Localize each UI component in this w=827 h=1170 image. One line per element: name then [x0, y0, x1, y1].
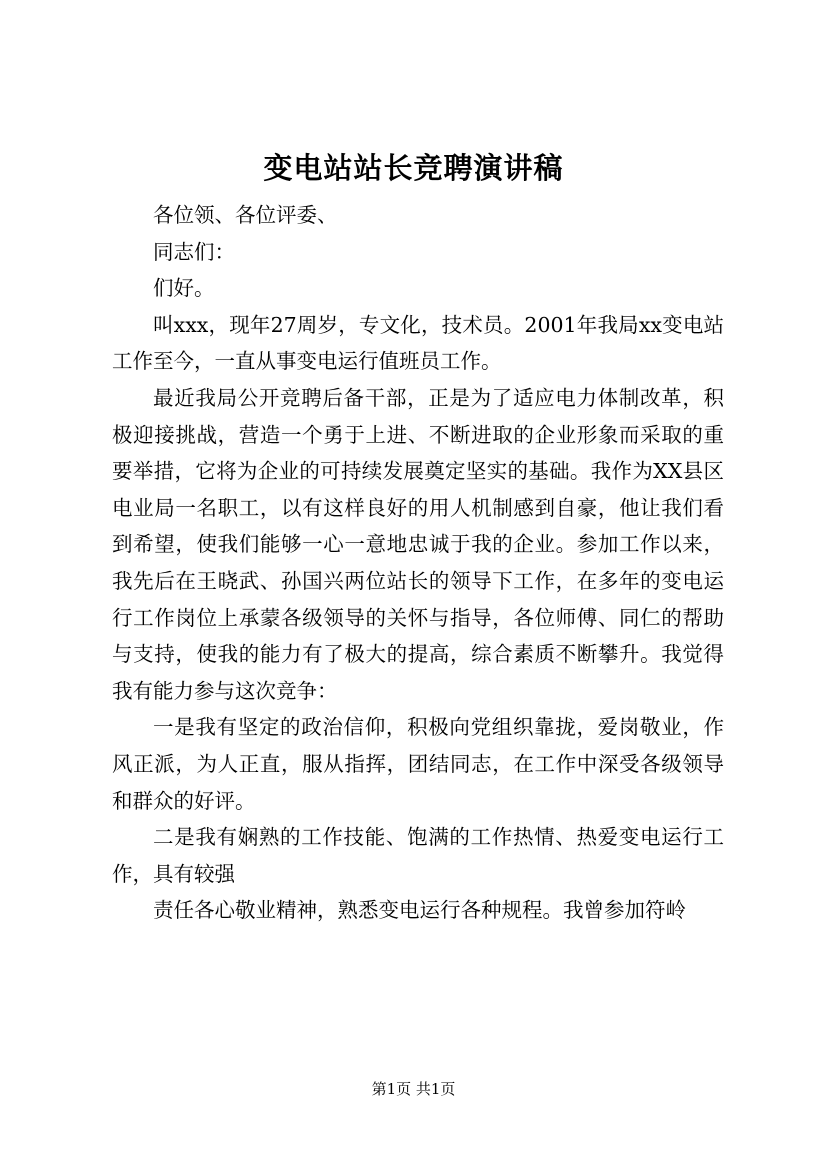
paragraph-salutation-2: 同志们：: [153, 239, 235, 264]
paragraph-motivation: 最近我局公开竞聘后备干部，正是为了适应电力体制改革，积极迎接挑战，营造一个勇于上进、不断进取的企业形象而采取的重要举措，它将为企业的可持续发展奠定坚实的基础。我作为XX县区电业局一名职工，以有这样良好的用人机制感到自豪，他让我们看到希望，使我们能够一心一意地忠诚于我的企业。参加工作以来，我先后在王晓武、孙国兴两位站长的领导下工作，在多年的变电运行工作岗位上承蒙各级领导的关怀与指导，各位师傅、同仁的帮助与支持，使我的能力有了极大的提高，综合素质不断攀升。我觉得我有能力参与这次竞争：: [112, 385, 724, 703]
paragraph-salutation-1: 各位领、各位评委、: [153, 203, 338, 227]
paragraph-continuation: 责任各心敬业精神，熟悉变电运行各种规程。我曾参加符岭: [153, 898, 686, 923]
document-body: [112, 197, 724, 929]
paragraph-point-one: 一是我有坚定的政治信仰，积极向党组织靠拢，爱岗敬业，作风正派，为人正直，服从指挥，团结同志，在工作中深受各级领导和群众的好评。: [112, 715, 724, 813]
paragraph-greeting: 们好。: [153, 276, 215, 301]
document-title: 变电站站长竞聘演讲稿: [263, 151, 564, 185]
paragraph-point-two: 二是我有娴熟的工作技能、饱满的工作热情、热爱变电运行工作，具有较强: [112, 825, 724, 886]
page-footer: 第1页 共1页: [371, 1080, 456, 1098]
paragraph-introduction: 叫xxx，现年27周岁，专文化，技术员。2001年我局xx变电站工作至今，一直从事变电运行值班员工作。: [112, 312, 724, 374]
